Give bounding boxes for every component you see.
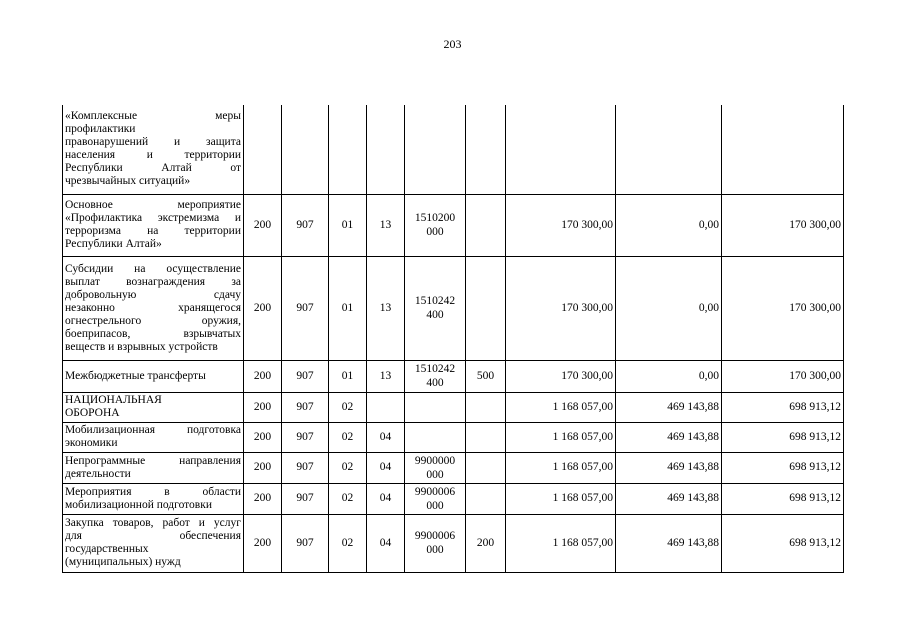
cell-target-code-line2: 400 <box>426 377 444 389</box>
cell-name-line: Мероприятия в области <box>65 485 241 498</box>
cell-name-line: (муниципальных) нужд <box>65 556 181 568</box>
cell-code-4: 13 <box>367 194 405 256</box>
cell-target-code-line1: 9900006 <box>414 530 456 542</box>
cell-amount-3 <box>722 105 844 194</box>
cell-name-line: профилактики <box>65 123 136 136</box>
cell-code-2: 907 <box>282 452 329 483</box>
cell-code-1: 200 <box>244 256 282 360</box>
cell-target-code-line1: 1510200 <box>414 212 456 224</box>
cell-expense-type: 500 <box>466 360 506 392</box>
cell-expense-type <box>466 452 506 483</box>
cell-code-2: 907 <box>282 194 329 256</box>
cell-code-1: 200 <box>244 514 282 572</box>
cell-name-line: Закупка товаров, работ и услуг <box>65 517 241 529</box>
cell-amount-1: 170 300,00 <box>506 194 616 256</box>
cell-amount-1: 1 168 057,00 <box>506 514 616 572</box>
cell-amount-3: 698 913,12 <box>722 422 844 452</box>
cell-amount-3: 170 300,00 <box>722 256 844 360</box>
cell-code-1 <box>244 105 282 194</box>
cell-name-line: Мобилизационная подготовка <box>65 424 241 436</box>
table-row <box>63 256 844 360</box>
cell-name-line: населения и территории <box>65 149 241 162</box>
cell-name-line: Межбюджетные трансферты <box>65 369 206 382</box>
cell-target-code <box>405 514 466 572</box>
cell-name <box>63 483 244 514</box>
cell-name-line: незаконно хранящегося <box>65 301 241 314</box>
cell-amount-2: 0,00 <box>616 256 722 360</box>
cell-name-line: терроризма на территории <box>65 225 241 237</box>
cell-amount-1: 1 168 057,00 <box>506 452 616 483</box>
cell-name-line: веществ и взрывных устройств <box>65 340 218 353</box>
cell-expense-type <box>466 392 506 422</box>
cell-name-line: «Профилактика экстремизма и <box>65 212 241 224</box>
cell-code-2: 907 <box>282 422 329 452</box>
table-row <box>63 392 844 422</box>
cell-amount-3: 170 300,00 <box>722 194 844 256</box>
cell-amount-1 <box>506 105 616 194</box>
cell-name <box>63 256 244 360</box>
cell-code-3: 01 <box>329 360 367 392</box>
cell-target-code-line2: 000 <box>426 499 444 512</box>
cell-code-4: 04 <box>367 514 405 572</box>
cell-amount-2: 0,00 <box>616 360 722 392</box>
table-row <box>63 514 844 572</box>
cell-name-line: чрезвычайных ситуаций» <box>65 175 191 188</box>
cell-name-line: мобилизационной подготовки <box>65 498 212 511</box>
cell-code-2: 907 <box>282 256 329 360</box>
cell-expense-type <box>466 483 506 514</box>
cell-name-line: экономики <box>65 437 118 449</box>
cell-code-2: 907 <box>282 483 329 514</box>
cell-code-1: 200 <box>244 483 282 514</box>
cell-code-2 <box>282 105 329 194</box>
cell-amount-2 <box>616 105 722 194</box>
cell-target-code-line1: 9900000 <box>414 454 456 467</box>
cell-target-code-line2: 000 <box>426 468 444 481</box>
cell-code-4: 13 <box>367 256 405 360</box>
cell-code-3: 02 <box>329 392 367 422</box>
cell-target-code <box>405 422 466 452</box>
cell-name <box>63 422 244 452</box>
page-number: 203 <box>443 37 462 51</box>
cell-amount-3: 698 913,12 <box>722 514 844 572</box>
cell-name-line: государственных <box>65 543 149 555</box>
table-row <box>63 452 844 483</box>
cell-amount-2: 469 143,88 <box>616 452 722 483</box>
cell-amount-3: 698 913,12 <box>722 483 844 514</box>
cell-name <box>63 514 244 572</box>
cell-name <box>63 194 244 256</box>
cell-expense-type <box>466 194 506 256</box>
cell-name-line: добровольную сдачу <box>65 288 241 301</box>
cell-target-code-line1: 1510242 <box>414 295 456 307</box>
table-row <box>63 194 844 256</box>
cell-name-line: деятельности <box>65 467 131 480</box>
cell-amount-3: 698 913,12 <box>722 452 844 483</box>
cell-code-3: 02 <box>329 514 367 572</box>
cell-name-line: Республики Алтай» <box>65 238 162 250</box>
cell-code-4: 04 <box>367 452 405 483</box>
table-row <box>63 105 844 194</box>
cell-code-3: 02 <box>329 422 367 452</box>
cell-name-line: правонарушений и защита <box>65 136 241 149</box>
cell-code-3: 01 <box>329 256 367 360</box>
cell-target-code-line2: 000 <box>426 226 444 238</box>
cell-target-code-line1: 1510242 <box>414 363 456 375</box>
cell-amount-1: 1 168 057,00 <box>506 483 616 514</box>
cell-amount-2: 469 143,88 <box>616 514 722 572</box>
cell-amount-2: 469 143,88 <box>616 392 722 422</box>
cell-code-1: 200 <box>244 194 282 256</box>
budget-table <box>62 105 844 573</box>
cell-target-code <box>405 392 466 422</box>
cell-name-line: Субсидии на осуществление <box>65 262 241 275</box>
cell-amount-3: 170 300,00 <box>722 360 844 392</box>
cell-expense-type: 200 <box>466 514 506 572</box>
cell-name <box>63 392 244 422</box>
cell-target-code <box>405 256 466 360</box>
cell-name-line: Республики Алтай от <box>65 162 241 175</box>
cell-name-line: НАЦИОНАЛЬНАЯ <box>65 394 162 406</box>
cell-name-line: огнестрельного оружия, <box>65 314 241 327</box>
cell-code-2: 907 <box>282 392 329 422</box>
cell-code-3 <box>329 105 367 194</box>
cell-code-3: 02 <box>329 452 367 483</box>
table-row <box>63 360 844 392</box>
cell-expense-type <box>466 256 506 360</box>
cell-name <box>63 360 244 392</box>
cell-target-code <box>405 360 466 392</box>
cell-amount-2: 0,00 <box>616 194 722 256</box>
cell-name-line: Основное мероприятие <box>65 199 241 211</box>
cell-code-4: 04 <box>367 483 405 514</box>
cell-amount-1: 1 168 057,00 <box>506 422 616 452</box>
cell-name <box>63 452 244 483</box>
cell-code-1: 200 <box>244 452 282 483</box>
cell-code-3: 02 <box>329 483 367 514</box>
cell-name-line: ОБОРОНА <box>65 407 120 419</box>
cell-target-code <box>405 483 466 514</box>
cell-code-2: 907 <box>282 514 329 572</box>
cell-name-line: боеприпасов, взрывчатых <box>65 327 241 340</box>
cell-target-code-line1: 9900006 <box>414 485 456 498</box>
cell-amount-3: 698 913,12 <box>722 392 844 422</box>
cell-amount-1: 170 300,00 <box>506 256 616 360</box>
table-row <box>63 483 844 514</box>
cell-amount-1: 1 168 057,00 <box>506 392 616 422</box>
cell-amount-1: 170 300,00 <box>506 360 616 392</box>
cell-target-code <box>405 194 466 256</box>
cell-code-1: 200 <box>244 360 282 392</box>
cell-name-line: Непрограммные направления <box>65 454 241 467</box>
cell-target-code-line2: 000 <box>426 544 444 556</box>
table-row <box>63 422 844 452</box>
cell-amount-2: 469 143,88 <box>616 483 722 514</box>
cell-amount-2: 469 143,88 <box>616 422 722 452</box>
cell-target-code <box>405 452 466 483</box>
cell-code-3: 01 <box>329 194 367 256</box>
cell-target-code-line2: 400 <box>426 309 444 321</box>
cell-name-line: выплат вознаграждения за <box>65 275 241 288</box>
cell-name <box>63 105 244 194</box>
cell-code-2: 907 <box>282 360 329 392</box>
cell-code-1: 200 <box>244 392 282 422</box>
cell-name-line: для обеспечения <box>65 530 241 542</box>
cell-code-1: 200 <box>244 422 282 452</box>
cell-expense-type <box>466 105 506 194</box>
cell-target-code <box>405 105 466 194</box>
cell-code-4 <box>367 105 405 194</box>
cell-code-4 <box>367 392 405 422</box>
cell-code-4: 04 <box>367 422 405 452</box>
cell-expense-type <box>466 422 506 452</box>
cell-name-line: «Комплексные меры <box>65 110 241 123</box>
cell-code-4: 13 <box>367 360 405 392</box>
